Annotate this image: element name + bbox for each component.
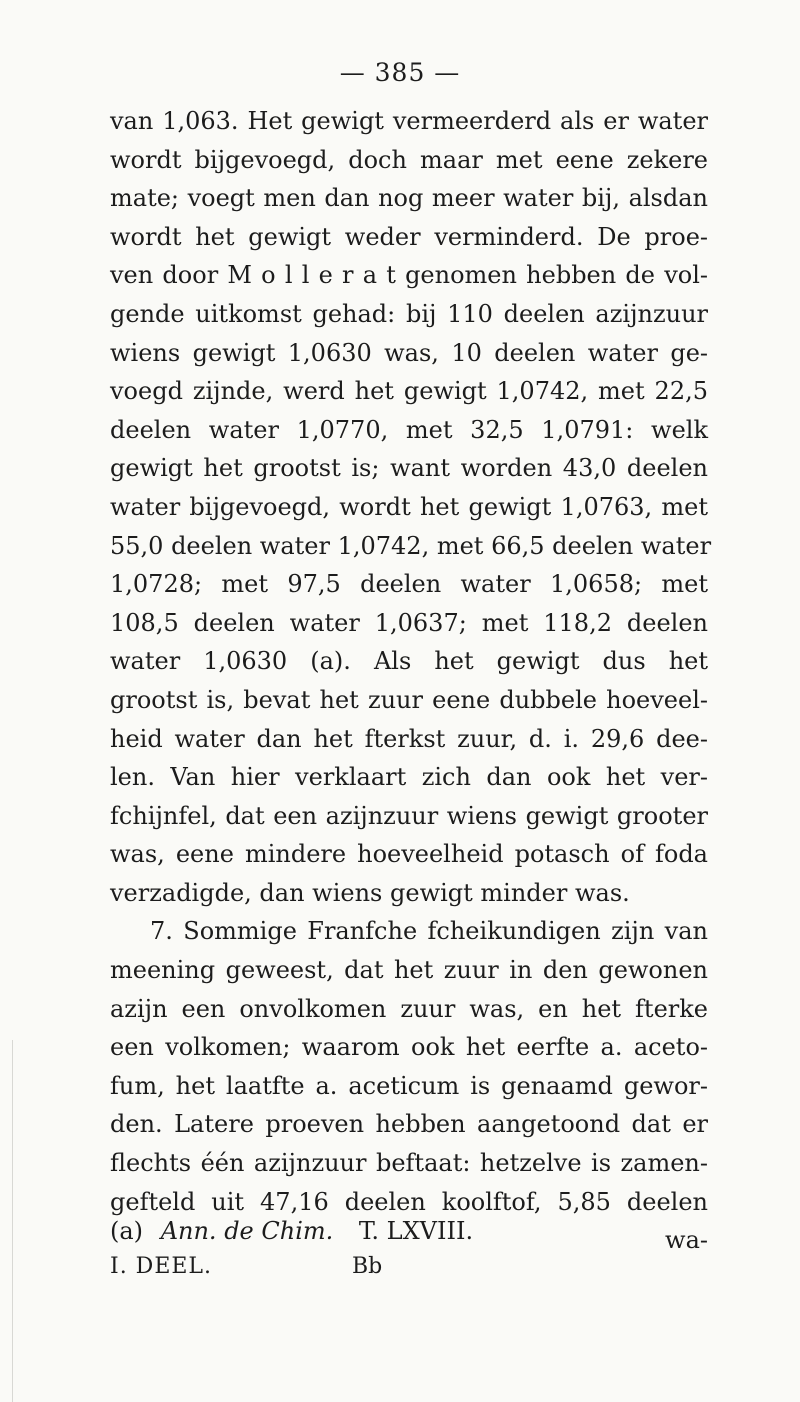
text-line: fum, het laatfte a. aceticum is genaamd gewor- <box>110 1071 708 1100</box>
body-text <box>110 102 712 1260</box>
text-line: ven door M o l l e r a t genomen hebben de vol- <box>110 261 708 290</box>
text-line: water 1,0630 (a). Als het gewigt dus het <box>110 647 708 676</box>
text-line: den. Latere proeven hebben aangetoond dat er <box>110 1110 708 1139</box>
printer-signature <box>110 1254 530 1279</box>
text-line: flechts één azijnzuur beftaat: hetzelve is zamen- <box>110 1149 708 1178</box>
signature-mark: Bb <box>352 1254 383 1279</box>
text-line: gewigt het grootst is; want worden 43,0 deelen <box>110 454 708 483</box>
catchword: wa- <box>665 1226 708 1255</box>
text-line: wordt het gewigt weder verminderd. De proe- <box>110 222 708 251</box>
text-line: was, eene mindere hoeveelheid potasch of foda <box>110 840 708 869</box>
footnote-volume: T. LXVIII. <box>358 1217 474 1245</box>
text-line: een volkomen; waarom ook het eerfte a. aceto- <box>110 1033 708 1062</box>
text-line: mate; voegt men dan nog meer water bij, alsdan <box>110 184 708 213</box>
footnote <box>110 1217 473 1245</box>
page-edge-divider <box>12 1040 13 1402</box>
page-number: — 385 — <box>339 58 461 87</box>
signature-volume: I. DEEL. <box>110 1254 213 1279</box>
text-line: wiens gewigt 1,0630 was, 10 deelen water ge- <box>110 338 708 367</box>
text-line: gefteld uit 47,16 deelen koolftof, 5,85 deelen <box>110 1187 708 1216</box>
text-line: voegd zijnde, werd het gewigt 1,0742, met 22,5 <box>110 377 708 406</box>
text-line: 1,0728; met 97,5 deelen water 1,0658; met <box>110 570 708 599</box>
text-line: grootst is, bevat het zuur eene dubbele hoeveel- <box>110 685 708 714</box>
text-line: deelen water 1,0770, met 32,5 1,0791: welk <box>110 415 708 444</box>
text-line: wordt bijgevoegd, doch maar met eene zekere <box>110 145 708 174</box>
text-line: fchijnfel, dat een azijnzuur wiens gewigt grooter <box>110 801 708 830</box>
text-line: heid water dan het fterkst zuur, d. i. 29,6 dee- <box>110 724 708 753</box>
text-line: van 1,063. Het gewigt vermeerderd als er water <box>110 107 708 135</box>
text-line: 7. Sommige Franfche fcheikundigen zijn van <box>150 917 708 946</box>
footnote-mark: (a) <box>110 1217 144 1245</box>
text-line: water bijgevoegd, wordt het gewigt 1,0763, met <box>110 492 708 521</box>
text-line: azijn een onvolkomen zuur was, en het fterke <box>110 994 708 1023</box>
footnote-source: Ann. de Chim. <box>160 1217 334 1245</box>
text-line: gende uitkomst gehad: bij 110 deelen azijnzuur <box>110 299 708 328</box>
text-line: 55,0 deelen water 1,0742, met 66,5 deelen water <box>110 531 712 560</box>
text-line: len. Van hier verklaart zich dan ook het ver- <box>110 763 708 792</box>
text-line: verzadigde, dan wiens gewigt minder was. <box>110 878 630 907</box>
text-line: meening geweest, dat het zuur in den gewonen <box>110 956 708 985</box>
text-line: 108,5 deelen water 1,0637; met 118,2 deelen <box>110 608 708 637</box>
